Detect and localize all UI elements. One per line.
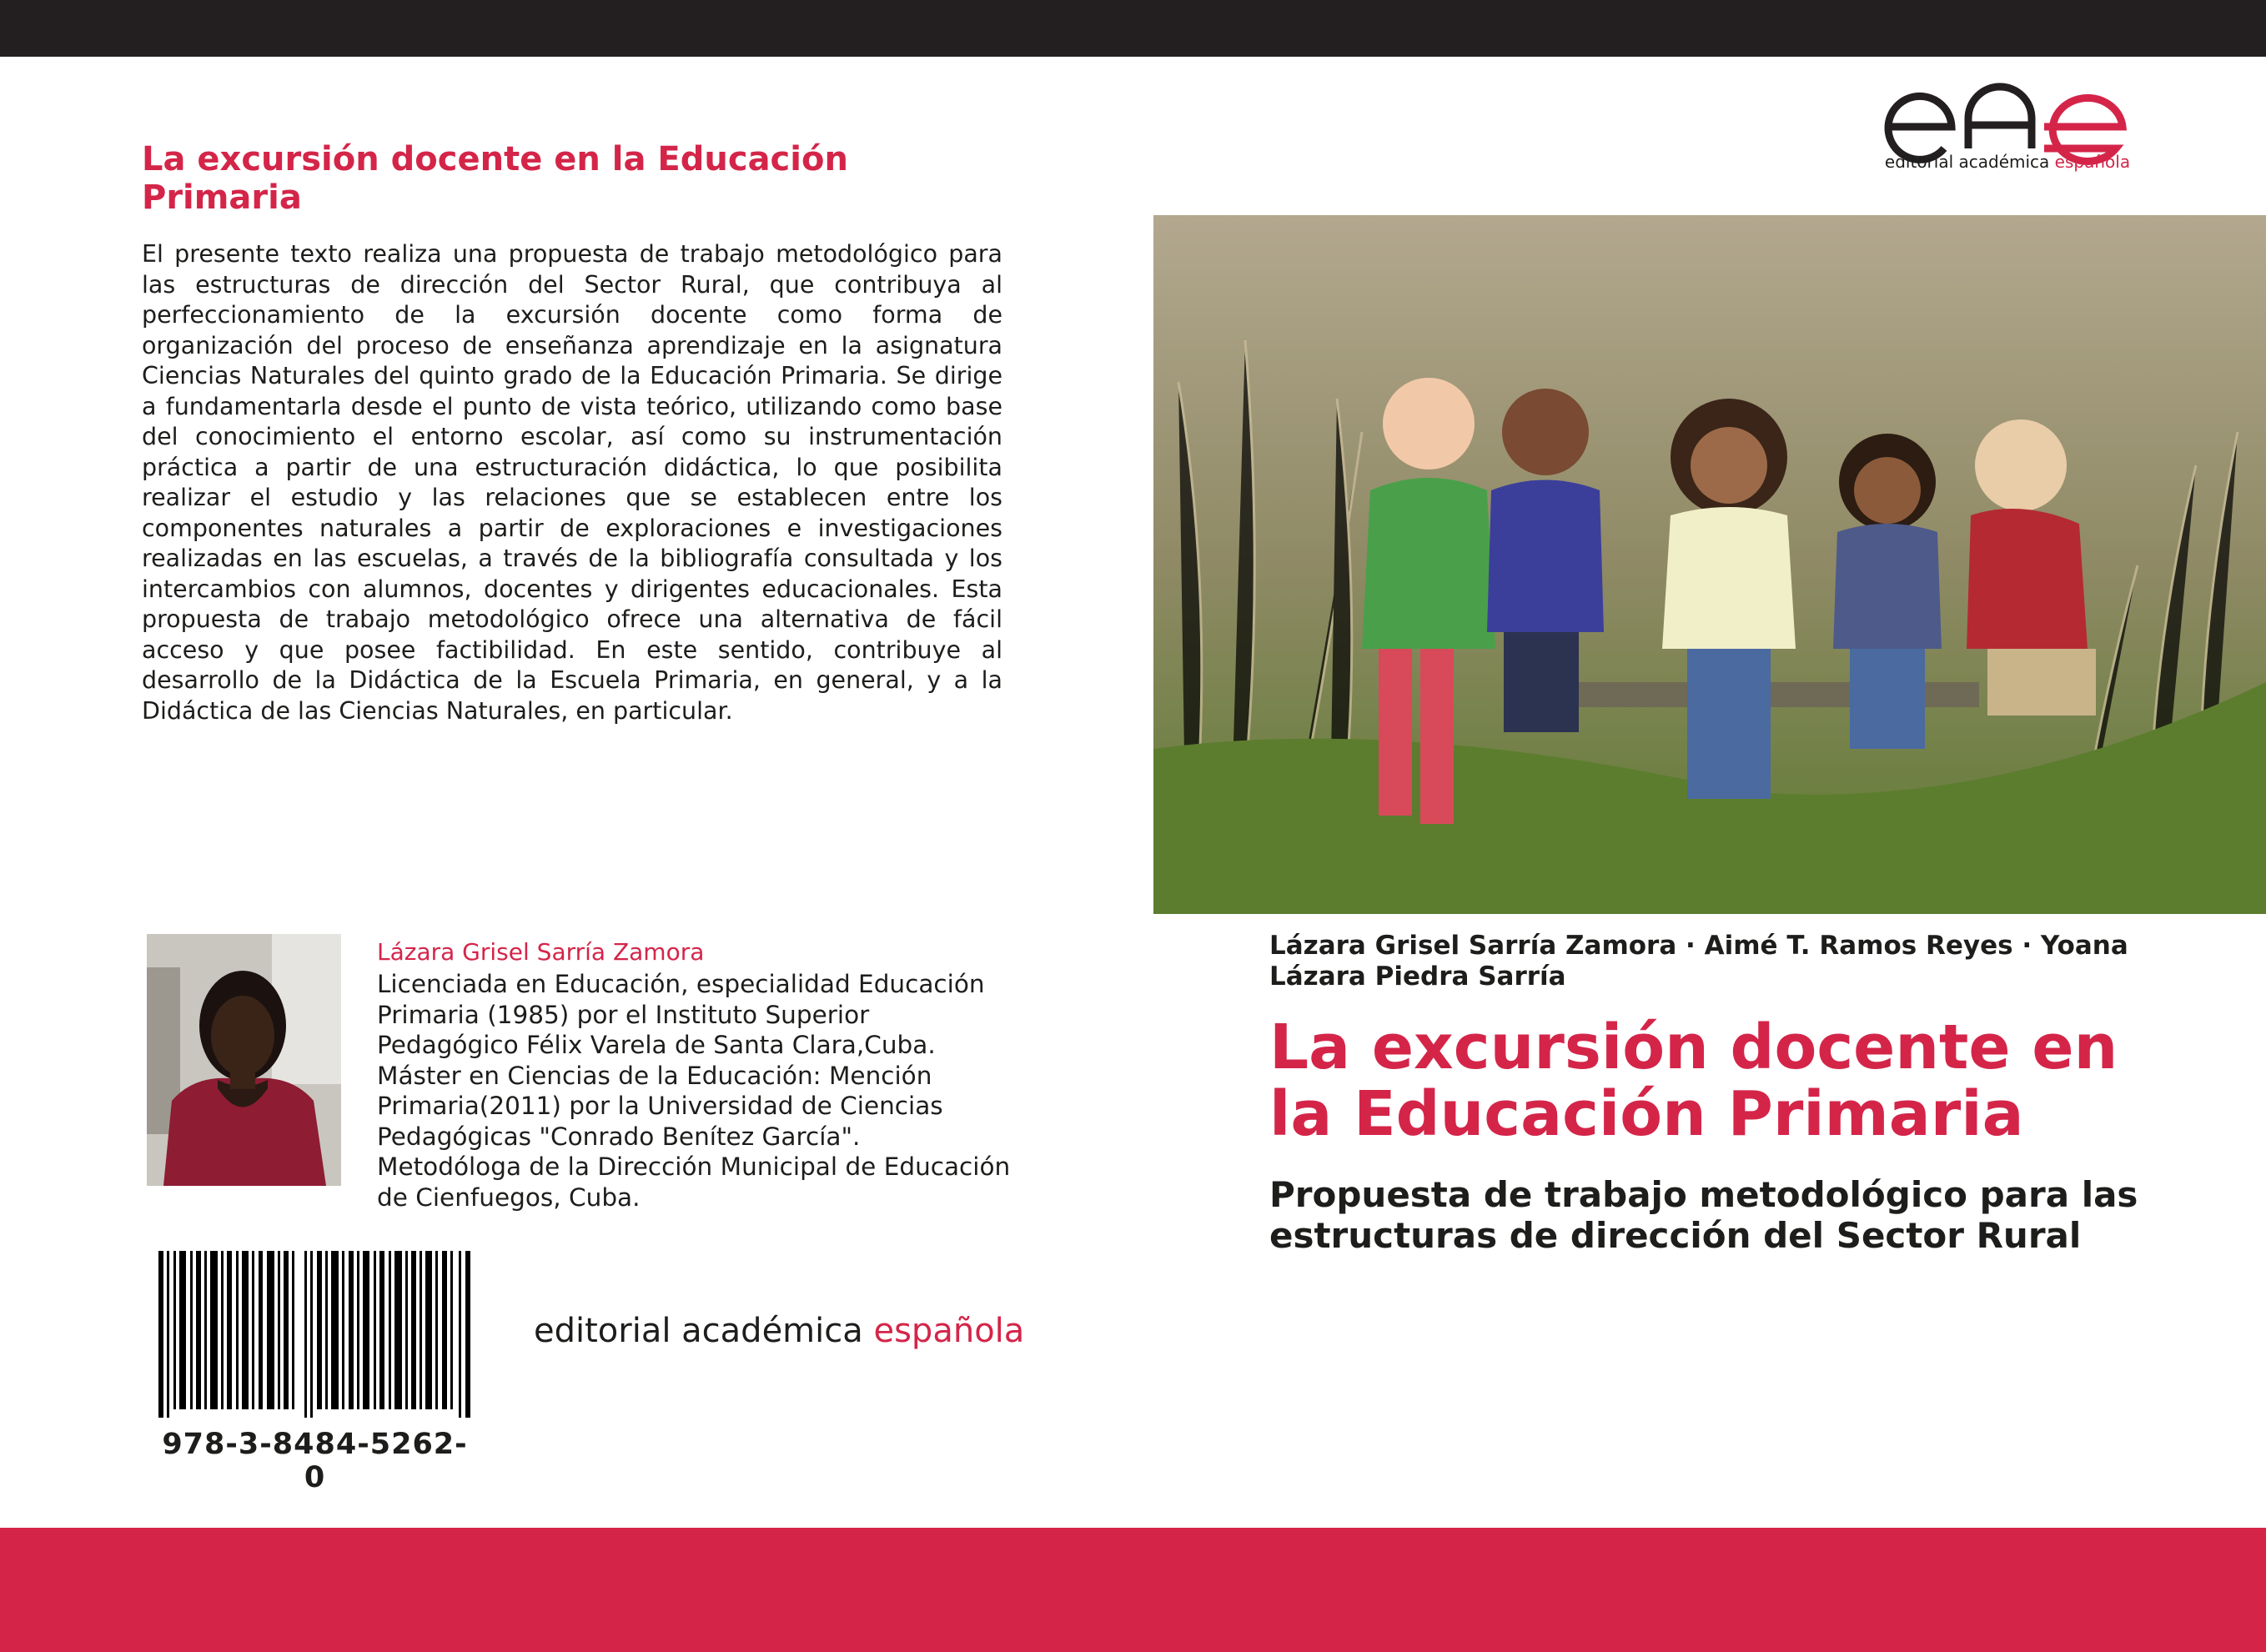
author-name: Lázara Grisel Sarría Zamora xyxy=(377,938,705,966)
logo-caption-part2: española xyxy=(2054,152,2131,172)
publisher-name-part1: editorial académica xyxy=(534,1312,863,1350)
cover-photo xyxy=(1153,215,2266,914)
cover-photo-children-illustration xyxy=(1153,215,2266,914)
publisher-name xyxy=(534,1311,1024,1351)
front-cover-subtitle: Propuesta de trabajo metodológico para las estructuras de dirección del Sector Rural xyxy=(1269,1174,2138,1256)
author-portrait-illustration xyxy=(147,934,341,1186)
logo-caption-part1: editorial académica xyxy=(1884,152,2050,172)
back-cover-blurb: El presente texto realiza una propuesta de trabajo metodológico para las estructuras de dirección del Sector Rural, que contribuya al perfeccionamiento de la excursión docente como forma de organización del proceso de enseñanza aprendizaje en la asignatura Ciencias Naturales del quinto grado de la Educación Primaria. Se dirige a fundamentarla desde el punto de vista teórico, utilizando como base del conocimiento el entorno escolar, así como su instrumentación práctica a partir de una estructuración didáctica, lo que posibilita realizar el estudio y las relaciones que se establecen entre los componentes naturales a partir de exploraciones e investigaciones realizadas en las escuelas, a través de la bibliografía consultada y los intercambios con alumnos, docentes y dirigentes educacionales. Esta propuesta de trabajo metodológico ofrece una alternativa de fácil acceso y que posee factibilidad. En este sentido, contribuye al desarrollo de la Didáctica de la Escuela Primaria, en general, y a la Didáctica de las Ciencias Naturales, en particular. xyxy=(142,240,1002,725)
front-cover-authors: Lázara Grisel Sarría Zamora · Aimé T. Ramos Reyes · Yoana Lázara Piedra Sarría xyxy=(1269,931,2128,992)
author-photo xyxy=(147,934,341,1186)
author-bio: Licenciada en Educación, especialidad Educación Primaria (1985) por el Instituto Superior Pedagógico Félix Varela de Santa Clara,Cuba. Máster en Ciencias de la Educación: Mención Primaria(2011) por la Universidad de Ciencias Pedagógicas "Conrado Benítez García". Metodóloga de la Dirección Municipal de Educación de Cienfuegos, Cuba. xyxy=(377,970,1011,1212)
front-cover-title: La excursión docente en la Educación Primaria xyxy=(1269,1012,2118,1150)
publisher-name-part2: española xyxy=(873,1312,1025,1350)
isbn-barcode-icon xyxy=(158,1251,471,1418)
bottom-band xyxy=(0,1528,2266,1652)
back-cover-title: La excursión docente en la Educación Primaria xyxy=(142,140,848,217)
isbn-number: 978-3-8484-5262-0 xyxy=(162,1428,468,1494)
top-band xyxy=(0,0,2266,57)
logo-caption xyxy=(1882,152,2133,172)
